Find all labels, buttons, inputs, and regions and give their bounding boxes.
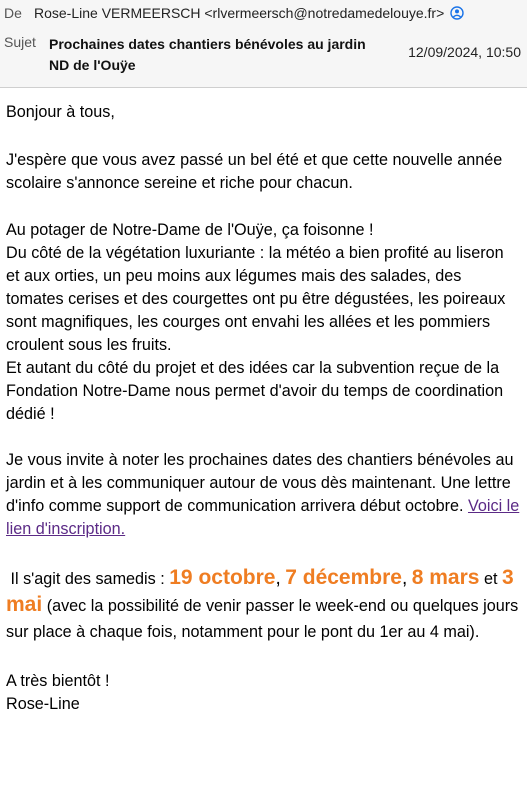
paragraph-garden-project: Et autant du côté du projet et des idées car la subvention reçue de la Fondation Notre-Dame nous permet d'avoir du temps de coordination dédié ! <box>6 359 504 423</box>
sender-address[interactable]: Rose-Line VERMEERSCH <rlvermeersch@notredamedelouye.fr> <box>34 5 445 21</box>
message-body <box>0 88 527 716</box>
signature: Rose-Line <box>6 695 80 713</box>
separator-1: , <box>275 568 281 589</box>
paragraph-garden-vegetation: Du côté de la végétation luxuriante : la météo a bien profité au liseron et aux orties, un peu moins aux légumes mais des salades, des tomates cerises et des courgettes ont pu être dégustées, les poireaux sont magnifiques, les courges ont envahi les allées et les pommiers croulent sous les fruits. <box>6 244 506 354</box>
paragraph-intro: J'espère que vous avez passé un bel été et que cette nouvelle année scolaire s'annonce sereine et riche pour chacun. <box>6 151 503 192</box>
date-3: 8 mars <box>411 566 480 589</box>
paragraph-dates <box>6 565 521 645</box>
registration-link[interactable]: Voici le lien d'inscription. <box>6 497 520 538</box>
from-label: De <box>4 5 22 21</box>
date-1: 19 octobre <box>169 566 276 589</box>
message-header <box>0 0 527 88</box>
dates-and: et <box>483 570 498 588</box>
from-row <box>4 3 521 23</box>
subject-text: Prochaines dates chantiers bénévoles au jardin ND de l'Ouÿe <box>49 36 366 73</box>
message-date: 12/09/2024, 10:50 <box>408 44 521 60</box>
date-2: 7 décembre <box>285 566 402 589</box>
paragraph-invitation <box>6 449 521 541</box>
closing: A très bientôt ! <box>6 672 110 690</box>
separator-2: , <box>401 568 408 589</box>
invitation-text: Je vous invite à noter les prochaines dates des chantiers bénévoles au jardin et à les communiquer autour de vous dès maintenant. Une lettre d'info comme support de communication arrivera début octobre. <box>6 451 514 515</box>
subject-label: Sujet <box>4 34 36 50</box>
dates-intro: Il s'agit des samedis : <box>10 570 165 588</box>
greeting: Bonjour à tous, <box>6 103 115 121</box>
contact-icon[interactable] <box>450 6 464 20</box>
paragraph-garden-title: Au potager de Notre-Dame de l'Ouÿe, ça foisonne ! <box>6 221 374 239</box>
date-4: 3 mai <box>6 566 514 616</box>
dates-tail: (avec la possibilité de venir passer le week-end ou quelques jours sur place à chaque fois, notamment pour le pont du 1er au 4 mai). <box>6 597 519 641</box>
